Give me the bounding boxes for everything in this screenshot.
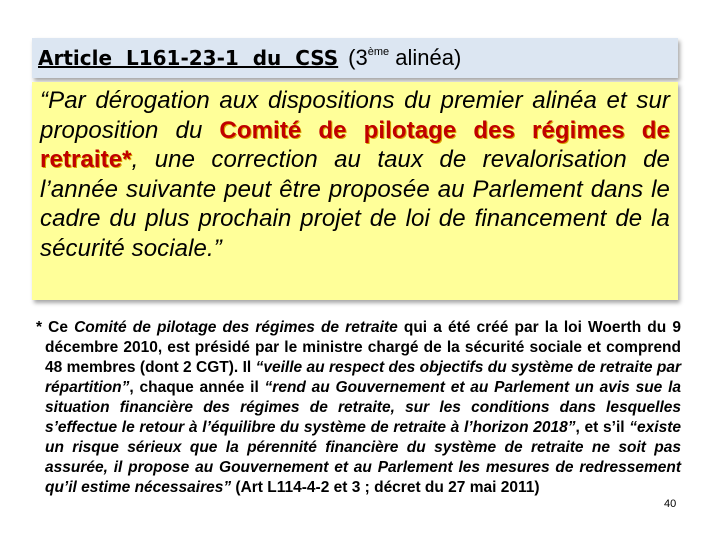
article-reference: Article L161-23-1 du CSS [38,46,339,70]
footnote-segment: (Art L114-4-2 et 3 ; décret du 27 mai 2011) [231,479,540,496]
footnote-segment: “veille au respect des objectifs du système de retraite par répartition” [45,359,681,396]
article-paragraph-note [348,45,461,71]
ordinal-superscript: ème [367,46,390,58]
quote-text-start: “Par dérogation aux dispositions du premier alinéa et sur proposition du [40,87,670,144]
paren-text: (3 [348,45,368,70]
footnote-segment: Comité de pilotage des régimes de retraite [74,319,398,336]
footnote-segment: “existe un risque sérieux que la pérennité financière du système de retraite ne soit pas assurée, il propose au Gouvernement et au Parlement les mesures de redressement qu’il estime nécessaires” [45,419,681,496]
footnote-segment: , chaque année il [129,379,265,396]
paragraph-label: alinéa) [389,45,462,70]
quote-box [32,82,678,300]
committee-highlight: Comité de pilotage des régimes de retraite* [40,116,670,173]
article-quote [40,86,670,263]
footnote-segment: qui a été créé par la loi Woerth du 9 décembre 2010, est présidé par le ministre chargé de la sécurité sociale et comprend 48 membres (dont 2 CGT). Il [45,319,681,376]
quote-text-end: , une correction au taux de revalorisation de l’année suivante peut être proposée au Parlement dans le cadre du plus prochain projet de loi de financement de la sécurité sociale.” [40,146,670,262]
footnote-segment: “rend au Gouvernement et au Parlement un avis sue la situation financière des régimes de retraite, sur les conditions dans lesquelles s’effectue le retour à l’équilibre du système de retraite à l’horizon 2018” [45,379,681,436]
footnote-segment: , et s’il [575,419,630,436]
page-number: 40 [664,498,677,510]
footnote-segment: * Ce [36,319,75,336]
article-title-box [32,38,678,78]
footnote [36,318,681,498]
